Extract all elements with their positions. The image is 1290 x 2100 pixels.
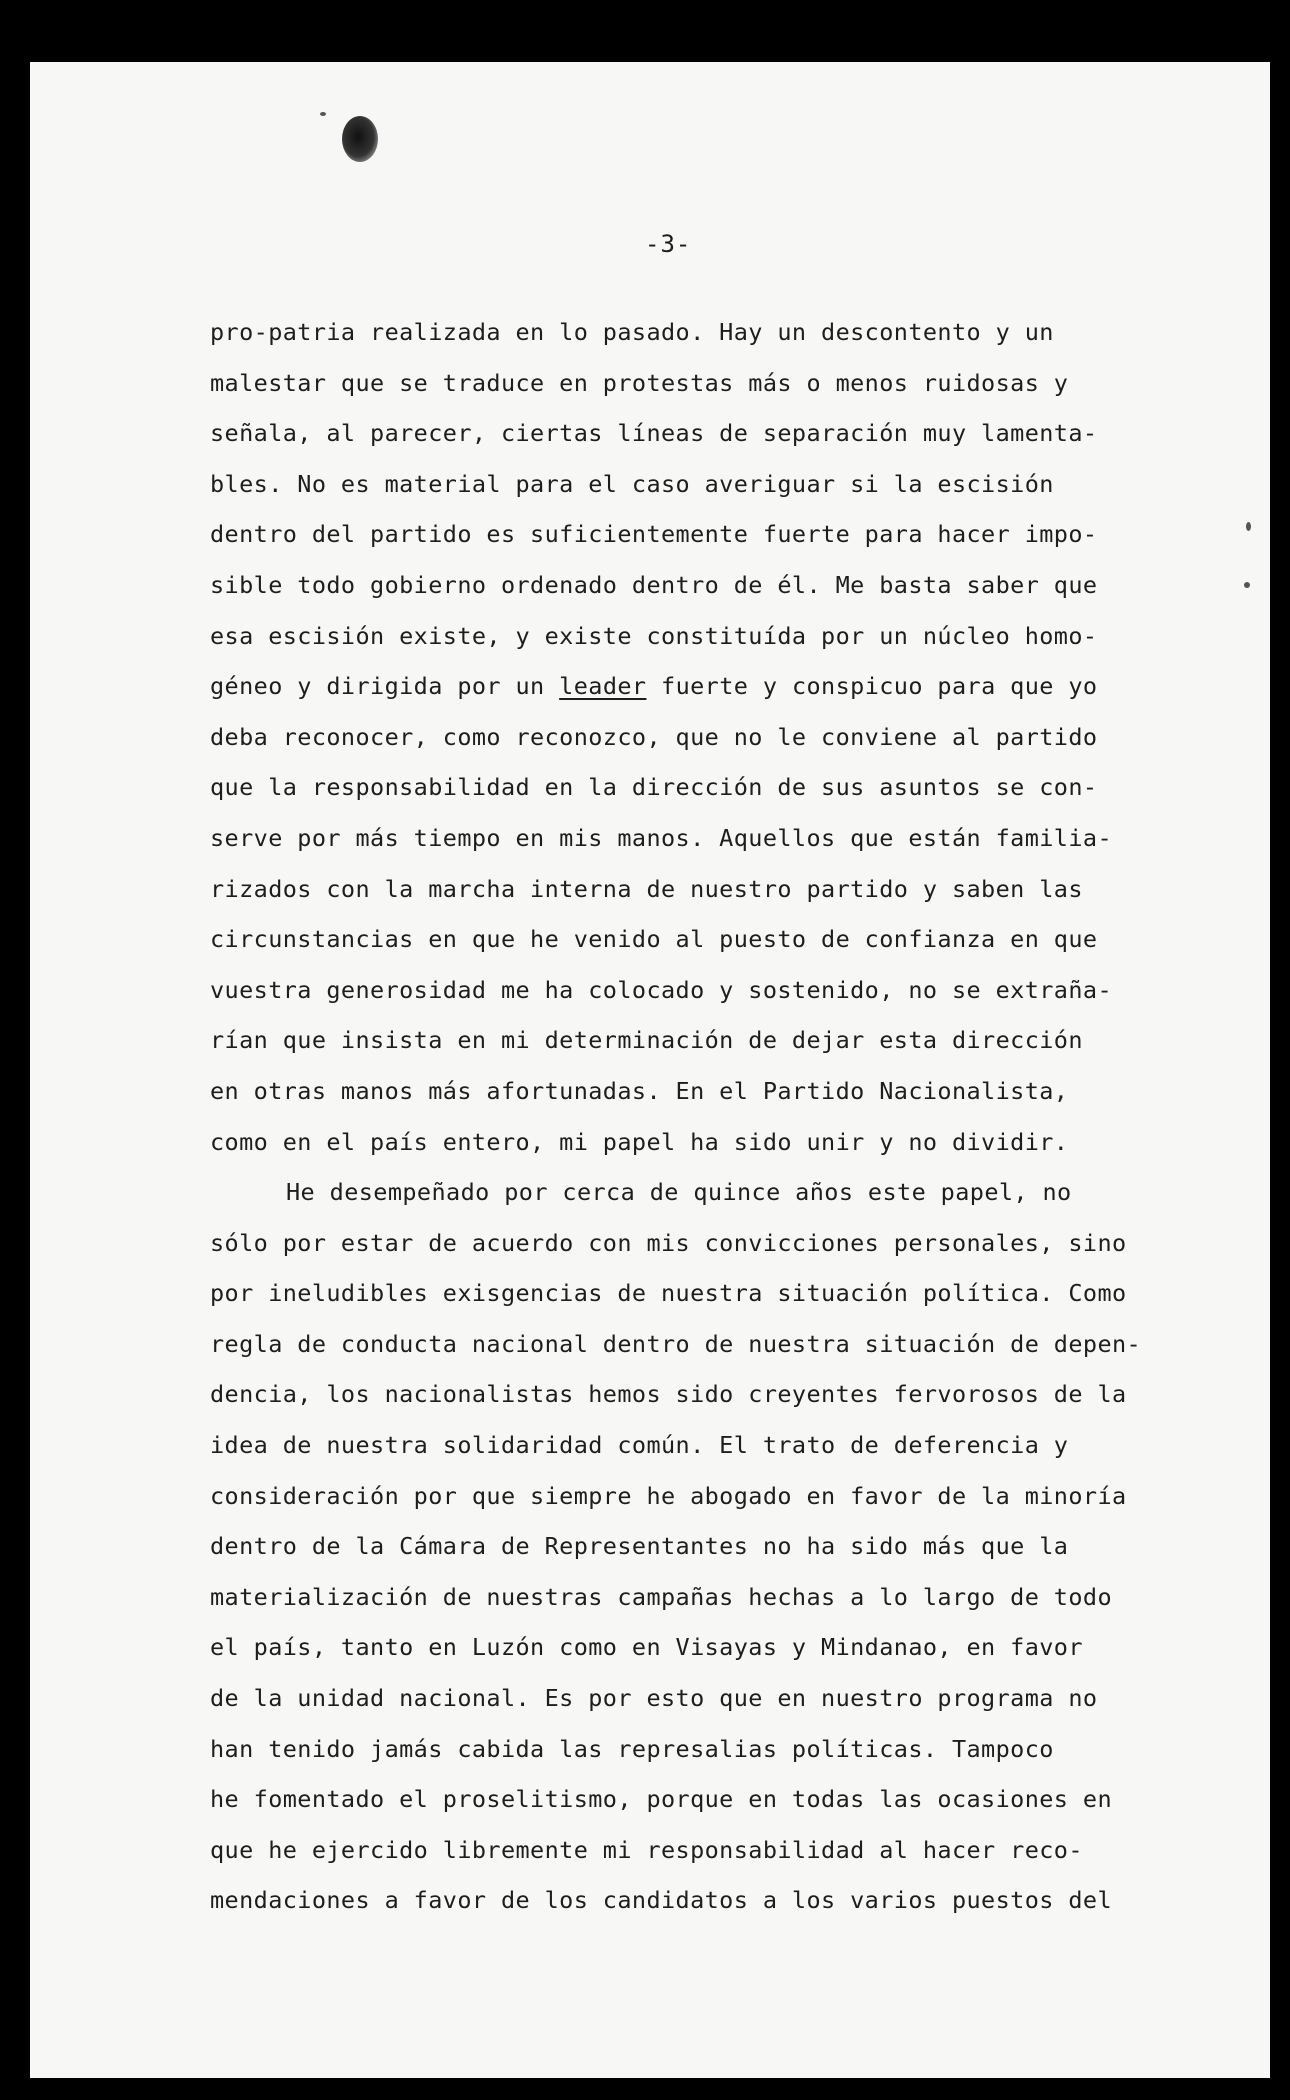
text-line: dentro del partido es suficientemente fuerte para hacer impo- bbox=[210, 520, 1098, 549]
text-line: serve por más tiempo en mis manos. Aquellos que están familia- bbox=[210, 823, 1112, 852]
text-line: señala, al parecer, ciertas líneas de separación muy lamenta- bbox=[210, 419, 1098, 448]
text-line: he fomentado el proselitismo, porque en todas las ocasiones en bbox=[210, 1785, 1112, 1814]
text-line: el país, tanto en Luzón como en Visayas y Mindanao, en favor bbox=[210, 1633, 1083, 1662]
text-line: sólo por estar de acuerdo con mis convicciones personales, sino bbox=[210, 1228, 1127, 1257]
text-line: pro-patria realizada en lo pasado. Hay un descontento y un bbox=[210, 318, 1054, 346]
punch-hole bbox=[342, 116, 378, 162]
letter-body bbox=[210, 307, 1210, 1926]
text-line: malestar que se traduce en protestas más o menos ruidosas y bbox=[210, 368, 1069, 397]
text-line: materialización de nuestras campañas hechas a lo largo de todo bbox=[210, 1582, 1112, 1611]
text-line: bles. No es material para el caso averiguar si la escisión bbox=[210, 469, 1054, 498]
text-line: esa escisión existe, y existe constituída por un núcleo homo- bbox=[210, 621, 1098, 650]
text-line: dencia, los nacionalistas hemos sido creyentes fervorosos de la bbox=[210, 1380, 1127, 1409]
text-line: dentro de la Cámara de Representantes no ha sido más que la bbox=[210, 1532, 1069, 1561]
text-line: circunstancias en que he venido al puesto de confianza en que bbox=[210, 925, 1098, 954]
text-line: han tenido jamás cabida las represalias políticas. Tampoco bbox=[210, 1734, 1054, 1763]
text-line: He desempeñado por cerca de quince años este papel, no bbox=[286, 1178, 1072, 1207]
text-line: mendaciones a favor de los candidatos a los varios puestos del bbox=[210, 1886, 1112, 1915]
text-line: que la responsabilidad en la dirección de sus asuntos se con- bbox=[210, 773, 1098, 802]
text-line: de la unidad nacional. Es por esto que en nuestro programa no bbox=[210, 1684, 1098, 1713]
text-line: consideración por que siempre he abogado en favor de la minoría bbox=[210, 1481, 1127, 1510]
ink-smudge bbox=[1246, 522, 1251, 531]
text-line: regla de conducta nacional dentro de nuestra situación de depen- bbox=[210, 1329, 1142, 1358]
text-line: vuestra generosidad me ha colocado y sostenido, no se extraña- bbox=[210, 975, 1112, 1004]
text-line: en otras manos más afortunadas. En el Partido Nacionalista, bbox=[210, 1076, 1069, 1105]
text-line: que he ejercido libremente mi responsabilidad al hacer reco- bbox=[210, 1835, 1083, 1864]
text-line: géneo y dirigida por un leader fuerte y conspicuo para que yo bbox=[210, 672, 1098, 701]
ink-smudge bbox=[320, 112, 326, 116]
underlined-word: leader bbox=[559, 672, 647, 701]
text-line: sible todo gobierno ordenado dentro de él. Me basta saber que bbox=[210, 570, 1098, 599]
page-number: -3- bbox=[645, 230, 692, 258]
text-line: por ineludibles exisgencias de nuestra situación política. Como bbox=[210, 1279, 1127, 1308]
ink-smudge bbox=[1244, 582, 1250, 588]
text-line: rizados con la marcha interna de nuestro partido y saben las bbox=[210, 874, 1083, 903]
typewritten-page bbox=[30, 62, 1270, 2078]
text-line: rían que insista en mi determinación de dejar esta dirección bbox=[210, 1026, 1083, 1055]
text-line: idea de nuestra solidaridad común. El trato de deferencia y bbox=[210, 1431, 1069, 1460]
text-line: como en el país entero, mi papel ha sido unir y no dividir. bbox=[210, 1127, 1069, 1156]
text-line: deba reconocer, como reconozco, que no le conviene al partido bbox=[210, 722, 1098, 751]
